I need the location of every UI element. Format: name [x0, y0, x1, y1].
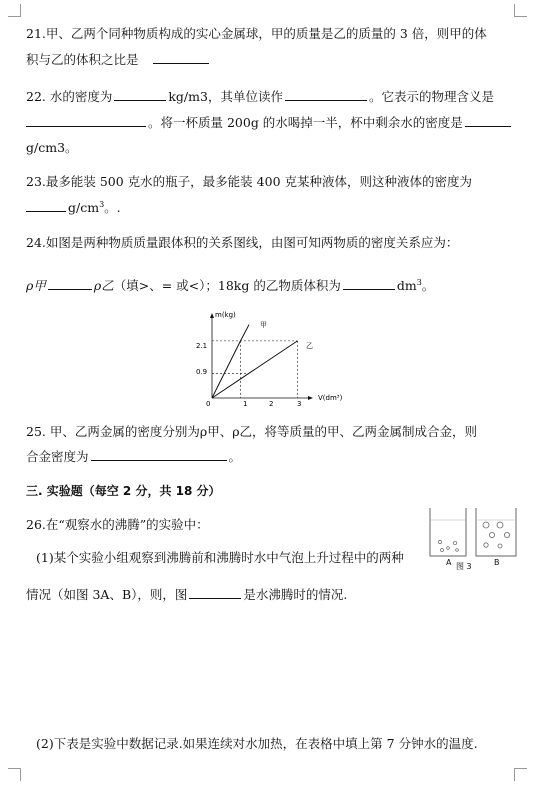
beaker-a	[430, 508, 466, 556]
graph-series-line-0	[212, 325, 249, 398]
q25-line1: 25. 甲、乙两金属的密度分别为ρ甲、ρ乙，将等质量的甲、乙两金属制成合金，则	[26, 424, 478, 439]
graph-y-axis-label: m(kg)	[215, 311, 236, 319]
q24-unit-exponent: 3	[416, 277, 422, 287]
q22-line1	[26, 87, 494, 105]
q26-text-b: 是水沸腾时的情况.	[243, 587, 348, 602]
q25-line2	[26, 447, 241, 465]
q24-unit: dm	[396, 278, 417, 293]
fig3-label-b: B	[494, 558, 500, 567]
graph-x-tick-1: 1	[243, 400, 248, 408]
q26-part2: (2)下表是实验中数据记录.如果连续对水加热，在表格中填上第 7 分钟水的温度.	[36, 736, 478, 751]
q23-answer-blank[interactable]	[26, 210, 66, 212]
q22-line2	[26, 113, 513, 131]
q24-text-mid: （填>、= 或<）；18kg 的乙物质体积为	[113, 278, 341, 293]
q22-blank-meaning[interactable]	[26, 125, 146, 127]
q24-blank-volume[interactable]	[343, 288, 395, 290]
q24-end: 。	[421, 278, 435, 293]
q24-rho-yi: ρ乙	[93, 278, 114, 293]
q26-part1-line1: (1)某个实验小组观察到沸腾前和沸腾时水中气泡上升过程中的两种	[36, 550, 404, 565]
graph-x-tick-0: 0	[206, 400, 211, 408]
corner-mark-top-left	[8, 4, 21, 17]
q22-blank-density[interactable]	[114, 99, 166, 101]
q26-part1-line2	[26, 585, 347, 603]
q22-blank-reading[interactable]	[285, 99, 367, 101]
fig3-caption: 图 3	[456, 562, 472, 571]
graph-y-tick-0-9: 0.9	[196, 368, 208, 376]
q24-rho-jia: ρ甲	[26, 278, 46, 293]
graph-x-arrow	[308, 396, 313, 400]
q21-line1: 21.甲、乙两个同种物质构成的实心金属球，甲的质量是乙的质量的 3 倍，则甲的体	[26, 26, 487, 41]
q25-text-a: 合金密度为	[26, 449, 89, 464]
q22-text-b: kg/m3，其单位读作	[168, 89, 283, 104]
graph-x-axis-label: V(dm³)	[318, 394, 343, 402]
section3-title: 三. 实验题（每空 2 分，共 18 分）	[26, 484, 221, 498]
q21-text: 积与乙的体积之比是	[26, 52, 139, 67]
q22-line3: g/cm3。	[26, 140, 78, 155]
graph-y-tick-2-1: 2.1	[196, 342, 208, 350]
mass-volume-graph	[190, 308, 360, 408]
q24-line2	[26, 276, 434, 294]
fig3-beakers	[428, 506, 522, 568]
q22-blank-remaining-density[interactable]	[465, 125, 511, 127]
beaker-b	[476, 508, 516, 556]
q24-line1: 24.如图是两种物质质量跟体积的关系图线，由图可知两物质的密度关系应为：	[26, 235, 459, 250]
q22-text-a: 22. 水的密度为	[26, 89, 113, 104]
q26-text-a: 情况（如图 3A、B），则，图	[26, 587, 188, 602]
q23-line2	[26, 198, 121, 216]
q23-unit-exponent: 3	[99, 199, 105, 209]
graph-series-label-jia: 甲	[260, 321, 267, 329]
graph-x-tick-2: 2	[269, 400, 274, 408]
graph-x-tick-3: 3	[297, 400, 302, 408]
q25-text-b: 。	[228, 449, 242, 464]
q22-text-d: 。将一杯质量 200g 的水喝掉一半，杯中剩余水的密度是	[148, 115, 463, 130]
corner-mark-bottom-left	[8, 768, 21, 781]
graph-series-line-1	[212, 341, 298, 398]
q23-line1: 23.最多能装 500 克水的瓶子，最多能装 400 克某种液体，则这种液体的密度为	[26, 174, 472, 189]
q22-text-c: 。它表示的物理含义是	[368, 89, 494, 104]
q23-end: 。.	[104, 200, 121, 215]
q25-answer-blank[interactable]	[91, 459, 227, 461]
graph-series-label-yi: 乙	[306, 342, 313, 350]
graph-y-arrow	[210, 313, 214, 318]
q24-blank-relation[interactable]	[48, 288, 92, 290]
corner-mark-top-right	[514, 4, 527, 17]
corner-mark-bottom-right	[514, 768, 527, 781]
q26-answer-blank[interactable]	[189, 597, 241, 599]
q21-line2	[26, 50, 211, 68]
fig3-label-a: A	[446, 558, 452, 567]
q23-unit: g/cm	[68, 200, 100, 215]
q21-answer-blank[interactable]	[153, 62, 209, 64]
q26-title: 26.在“观察水的沸腾”的实验中：	[26, 517, 209, 532]
